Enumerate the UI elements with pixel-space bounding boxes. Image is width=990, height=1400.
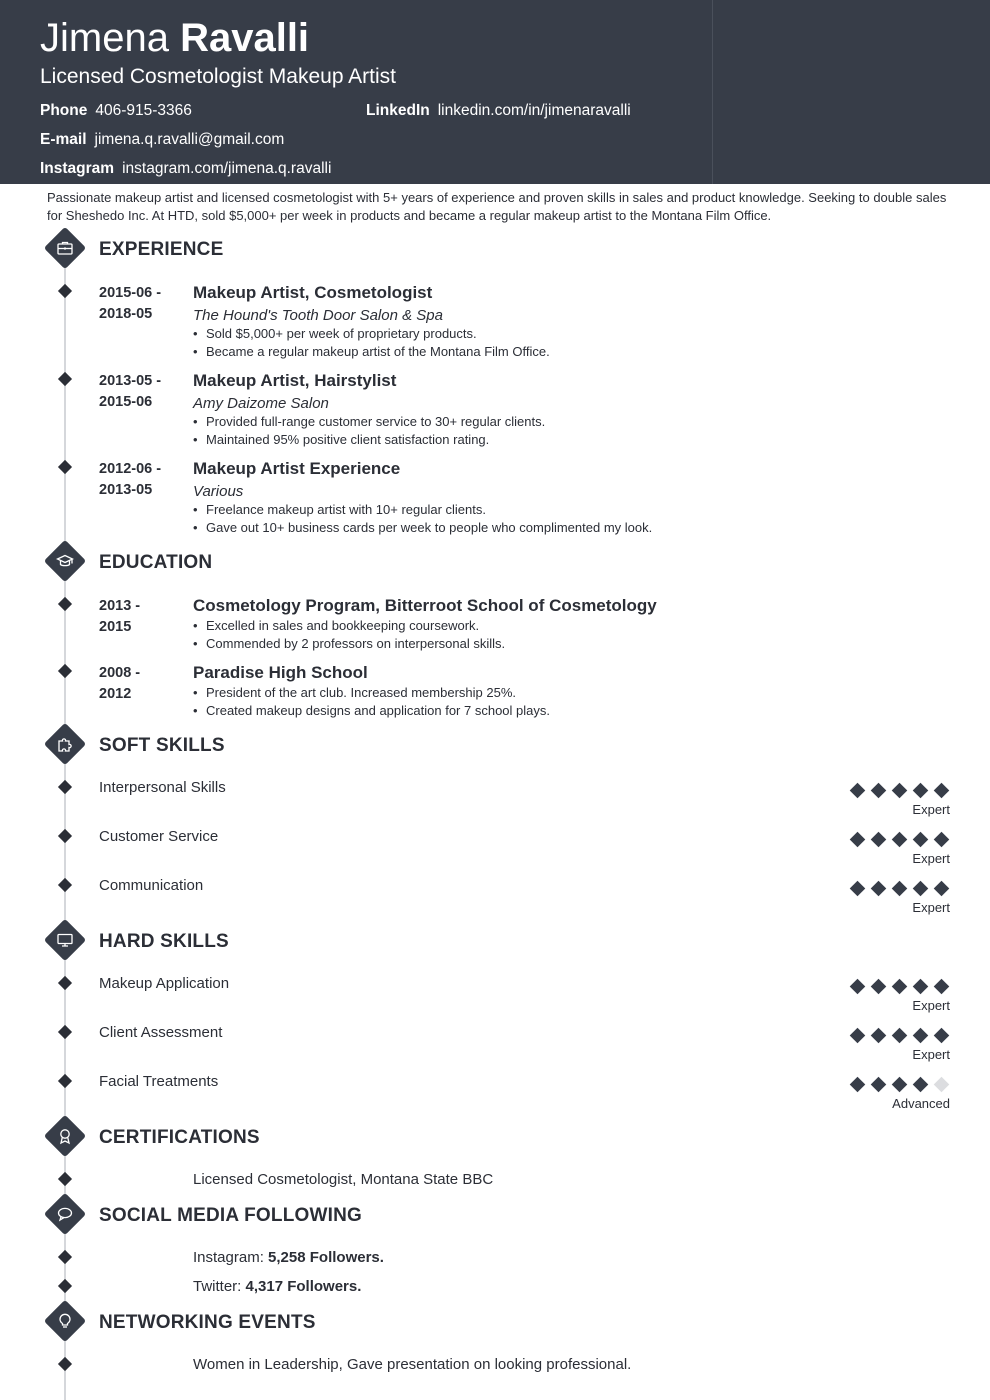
header-divider [712,0,713,184]
timeline-dot [58,1074,72,1088]
timeline-dot [58,829,72,843]
rating-diamond-filled [934,979,950,995]
date-end: 2018-05 [99,306,153,322]
bullet: • Became a regular makeup artist of the Montana Film Office. [193,343,550,361]
rating-diamond-filled [934,881,950,897]
rating-diamond-filled [913,881,929,897]
award-icon [44,1115,86,1157]
skill-name: Interpersonal Skills [99,779,226,796]
contact-email [40,130,284,150]
networking-item: Women in Leadership, Gave presentation on looking professional. [193,1356,632,1373]
bullet: • Freelance makeup artist with 10+ regular clients. [193,501,652,519]
job-title: Makeup Artist, Cosmetologist [193,283,433,302]
first-name: Jimena [40,16,169,60]
skill-rating [849,1027,950,1044]
skill-level: Expert [912,851,950,866]
job-title: Makeup Artist, Hairstylist [193,371,397,390]
rating-diamond-filled [892,832,908,848]
section-title-social-media: SOCIAL MEDIA FOLLOWING [99,1205,362,1226]
linkedin-value[interactable]: linkedin.com/in/jimenaravalli [437,102,631,119]
company-name: Amy Daizome Salon [193,395,329,412]
rating-diamond-filled [850,1028,866,1044]
rating-diamond-filled [850,881,866,897]
instagram-label: Instagram [40,160,115,177]
skill-level: Expert [912,900,950,915]
date-start: 2008 - [99,665,141,681]
social-media-item [193,1248,384,1268]
date-start: 2012-06 - [99,461,162,477]
job-bullets [193,325,550,361]
date-end: 2015-06 [99,394,153,410]
rating-diamond-filled [892,1028,908,1044]
skill-name: Communication [99,877,204,894]
bullet: • Excelled in sales and bookkeeping coursework. [193,617,505,635]
last-name: Ravalli [180,16,310,60]
experience-date [99,459,179,501]
bullet: • Created makeup designs and application for 7 school plays. [193,702,550,720]
rating-diamond-filled [850,832,866,848]
degree-title: Paradise High School [193,663,368,682]
rating-diamond-filled [871,979,887,995]
phone-label: Phone [40,102,88,119]
contact-phone [40,101,192,121]
skill-rating [849,831,950,848]
rating-diamond-filled [934,1028,950,1044]
skill-level: Advanced [892,1096,950,1111]
date-start: 2013 - [99,598,141,614]
skill-rating [849,1076,950,1093]
linkedin-label: LinkedIn [366,102,430,119]
email-value[interactable]: jimena.q.ravalli@gmail.com [94,131,285,148]
timeline-dot [58,372,72,386]
graduation-cap-icon [44,540,86,582]
certification-item: Licensed Cosmetologist, Montana State BBC [193,1171,494,1188]
skill-name: Facial Treatments [99,1073,219,1090]
date-start: 2013-05 - [99,373,162,389]
headline: Licensed Cosmetologist Makeup Artist [40,65,397,88]
section-title-hard-skills: HARD SKILLS [99,931,229,952]
date-start: 2015-06 - [99,285,162,301]
skill-level: Expert [912,1047,950,1062]
platform-label: Instagram: [193,1249,264,1266]
skill-name: Client Assessment [99,1024,223,1041]
date-end: 2013-05 [99,482,153,498]
timeline-dot [58,1172,72,1186]
company-name: The Hound's Tooth Door Salon & Spa [193,307,443,324]
skill-name: Customer Service [99,828,219,845]
summary-text: Passionate makeup artist and licensed cosmetologist with 5+ years of experience and proven skills in sales and product knowledge. Seeking to double sales for Sheshedo Inc. At HTD, sold $5,000+ per week in products and became a regular makeup artist to the Montana Film Office. [47,190,947,223]
bullet: • Provided full-range customer service to 30+ regular clients. [193,413,545,431]
timeline-dot [58,878,72,892]
rating-diamond-filled [892,783,908,799]
section-title-networking: NETWORKING EVENTS [99,1312,316,1333]
section-title-experience: EXPERIENCE [99,239,224,260]
rating-diamond-filled [934,832,950,848]
education-bullets [193,617,505,653]
company-name: Various [193,483,244,500]
bullet: • Commended by 2 professors on interpersonal skills. [193,635,505,653]
bullet: • President of the art club. Increased membership 25%. [193,684,550,702]
date-end: 2012 [99,686,132,702]
rating-diamond-filled [871,1028,887,1044]
skill-rating [849,880,950,897]
skill-name: Makeup Application [99,975,230,992]
timeline-dot [58,284,72,298]
briefcase-icon [44,227,86,269]
contact-linkedin [366,101,631,121]
bullet: • Sold $5,000+ per week of proprietary products. [193,325,550,343]
bullet: • Gave out 10+ business cards per week to people who complimented my look. [193,519,652,537]
education-date [99,663,179,705]
follower-count: 4,317 Followers. [245,1278,362,1295]
lightbulb-icon [44,1300,86,1342]
rating-diamond-filled [913,832,929,848]
degree-title: Cosmetology Program, Bitterroot School of Cosmetology [193,596,657,615]
candidate-name [40,14,309,62]
section-title-education: EDUCATION [99,552,213,573]
puzzle-icon [44,723,86,765]
rating-diamond-filled [892,979,908,995]
experience-date [99,283,179,325]
timeline-dot [58,1279,72,1293]
chat-bubble-icon [44,1193,86,1235]
education-date [99,596,179,638]
instagram-value[interactable]: instagram.com/jimena.q.ravalli [122,160,332,177]
bullet: • Maintained 95% positive client satisfaction rating. [193,431,545,449]
timeline-dot [58,1025,72,1039]
follower-count: 5,258 Followers. [268,1249,384,1266]
timeline-dot [58,597,72,611]
skill-level: Expert [912,802,950,817]
timeline-dot [58,1250,72,1264]
rating-diamond-filled [892,1077,908,1093]
rating-diamond-filled [850,979,866,995]
job-bullets [193,501,652,537]
phone-value: 406-915-3366 [95,102,192,119]
platform-label: Twitter: [193,1278,242,1295]
rating-diamond-filled [850,783,866,799]
rating-diamond-filled [934,783,950,799]
rating-diamond-filled [913,1028,929,1044]
rating-diamond-filled [871,832,887,848]
social-media-item [193,1277,361,1297]
timeline-dot [58,1357,72,1371]
timeline-dot [58,460,72,474]
rating-diamond-filled [913,1077,929,1093]
rating-diamond-filled [871,881,887,897]
timeline-dot [58,976,72,990]
email-label: E-mail [40,131,87,148]
skill-rating [849,782,950,799]
contact-instagram [40,159,331,179]
section-title-soft-skills: SOFT SKILLS [99,735,225,756]
rating-diamond-filled [913,783,929,799]
rating-diamond-filled [913,979,929,995]
skill-rating [849,978,950,995]
experience-date [99,371,179,413]
timeline-dot [58,664,72,678]
rating-diamond-filled [871,783,887,799]
skill-level: Expert [912,998,950,1013]
rating-diamond-filled [892,881,908,897]
monitor-icon [44,919,86,961]
rating-diamond-filled [871,1077,887,1093]
section-title-certifications: CERTIFICATIONS [99,1127,260,1148]
job-title: Makeup Artist Experience [193,459,401,478]
rating-diamond-empty [934,1077,950,1093]
job-bullets [193,413,545,449]
rating-diamond-filled [850,1077,866,1093]
timeline-dot [58,780,72,794]
education-bullets [193,684,550,720]
resume-header [0,0,990,184]
date-end: 2015 [99,619,132,635]
